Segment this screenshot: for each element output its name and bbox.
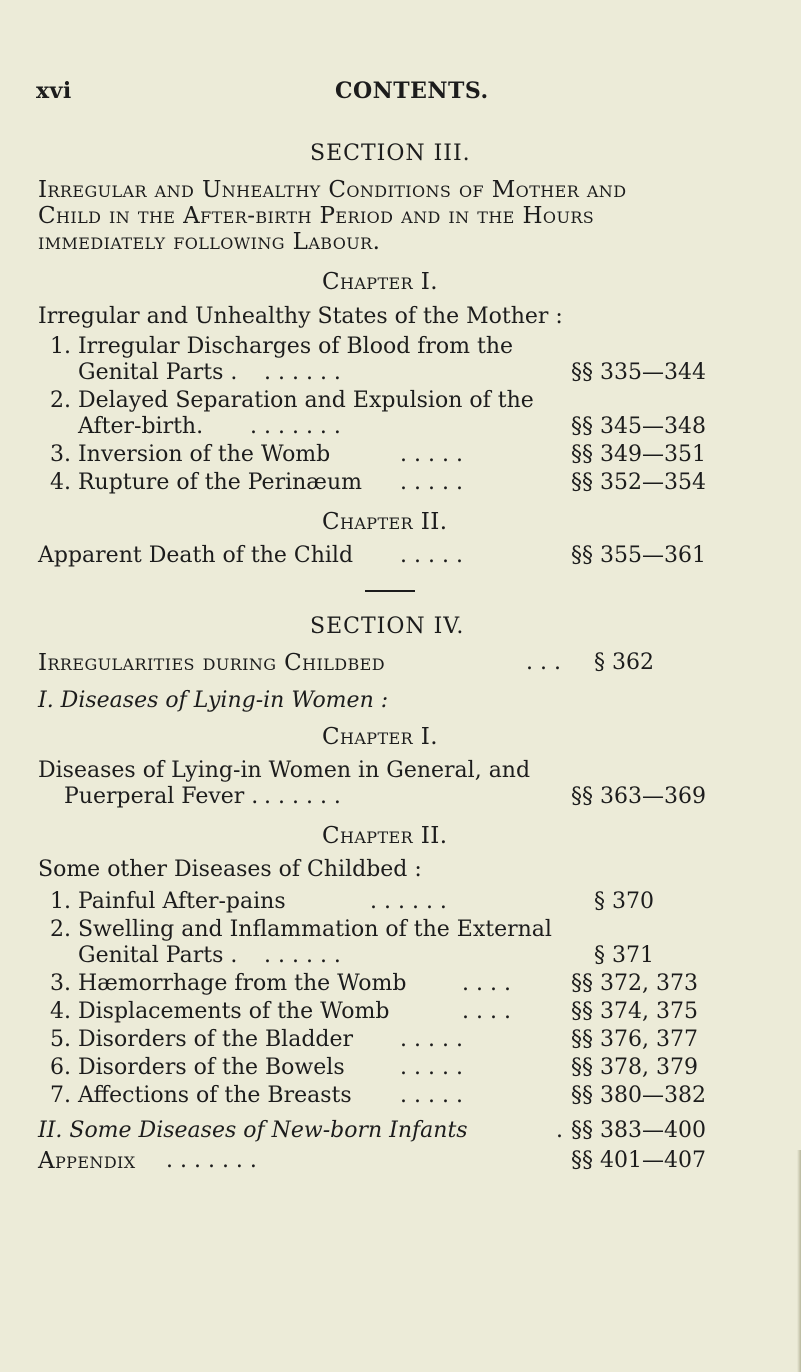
s3-entry-3-dots: . . . . .	[400, 442, 463, 467]
s3-ch2-entry-text: Apparent Death of the Child	[38, 543, 354, 568]
appendix-title: Appendix	[38, 1148, 136, 1174]
section-4-part-2-dots: .	[556, 1118, 563, 1143]
s4-entry-5-text: 5. Disorders of the Bladder	[50, 1027, 354, 1052]
section-4-title-ref: § 362	[594, 650, 654, 675]
s4-entry-3-ref: §§ 372, 373	[571, 971, 698, 996]
section-4-chapter-1-heading: Chapter I.	[322, 724, 438, 750]
s3-entry-4-dots: . . . . .	[400, 470, 463, 495]
s4-entry-2-dots: . . . . . .	[264, 943, 341, 968]
section-4-part-2-ref: §§ 383—400	[571, 1118, 706, 1143]
s4-entry-7-text: 7. Affections of the Breasts	[50, 1083, 352, 1108]
s4-entry-7-dots: . . . . .	[400, 1083, 463, 1108]
s4-entry-3-dots: . . . .	[462, 971, 511, 996]
s3-entry-3-ref: §§ 349—351	[571, 442, 706, 467]
s3-entry-1-dots: . . . . . .	[264, 360, 341, 385]
s4-ch1-dots: . . . . . .	[264, 784, 341, 809]
s4-ch1-line-1: Diseases of Lying-in Women in General, and	[38, 758, 531, 783]
s4-entry-2-line-1: 2. Swelling and Inflammation of the External	[50, 917, 552, 942]
page-number: xvi	[36, 78, 72, 104]
section-3-title-line-2: Child in the After-birth Period and in the Hours	[38, 203, 595, 229]
s4-entry-2-ref: § 371	[594, 943, 654, 968]
s3-entry-2-ref: §§ 345—348	[571, 414, 706, 439]
s4-entry-5-ref: §§ 376, 377	[571, 1027, 698, 1052]
s3-entry-3-text: 3. Inversion of the Womb	[50, 442, 331, 467]
section-divider	[365, 590, 415, 592]
section-3-title-line-1: Irregular and Unhealthy Conditions of Mother and	[38, 177, 627, 203]
section-3-chapter-2-heading: Chapter II.	[322, 509, 448, 535]
s3-entry-2-line-2: After-birth.	[78, 414, 204, 439]
appendix-dots: . . . . . . .	[166, 1148, 257, 1173]
s4-entry-4-ref: §§ 374, 375	[571, 999, 698, 1024]
section-4-chapter-2-heading: Chapter II.	[322, 823, 448, 849]
running-title: CONTENTS.	[335, 78, 489, 104]
section-4-title-dots: . . .	[526, 650, 561, 675]
s4-entry-6-ref: §§ 378, 379	[571, 1055, 698, 1080]
s3-entry-2-dots: . . . . . . .	[250, 414, 341, 439]
s4-ch1-line-2: Puerperal Fever .	[64, 784, 259, 809]
section-3-chapter-1-intro: Irregular and Unhealthy States of the Mother :	[38, 304, 563, 329]
s4-entry-6-text: 6. Disorders of the Bowels	[50, 1055, 345, 1080]
section-3-chapter-1-heading: Chapter I.	[322, 269, 438, 295]
s4-entry-1-dots: . . . . . .	[370, 889, 447, 914]
s3-entry-1-line-1: 1. Irregular Discharges of Blood from the	[50, 334, 514, 359]
s4-ch1-ref: §§ 363—369	[571, 784, 706, 809]
section-3-title-line-3: immediately following Labour.	[38, 229, 381, 255]
s4-entry-4-text: 4. Displacements of the Womb	[50, 999, 390, 1024]
section-4-part-1: I. Diseases of Lying-in Women :	[38, 688, 389, 713]
s3-entry-1-line-2: Genital Parts .	[78, 360, 238, 385]
s4-entry-7-ref: §§ 380—382	[571, 1083, 706, 1108]
appendix-ref: §§ 401—407	[571, 1148, 706, 1173]
s4-entry-1-ref: § 370	[594, 889, 654, 914]
section-4-part-2: II. Some Diseases of New-born Infants	[38, 1118, 468, 1143]
section-4-title: Irregularities during Childbed	[38, 650, 385, 676]
s3-entry-1-ref: §§ 335—344	[571, 360, 706, 385]
section-3-heading: SECTION III.	[310, 141, 471, 166]
s3-entry-2-line-1: 2. Delayed Separation and Expulsion of the	[50, 388, 534, 413]
s4-entry-3-text: 3. Hæmorrhage from the Womb	[50, 971, 407, 996]
s4-entry-5-dots: . . . . .	[400, 1027, 463, 1052]
s4-entry-4-dots: . . . .	[462, 999, 511, 1024]
page-edge-shadow	[797, 1150, 801, 1372]
s3-ch2-entry-dots: . . . . .	[400, 543, 463, 568]
s3-entry-4-ref: §§ 352—354	[571, 470, 706, 495]
section-4-chapter-2-intro: Some other Diseases of Childbed :	[38, 857, 422, 882]
s3-ch2-entry-ref: §§ 355—361	[571, 543, 706, 568]
s4-entry-2-line-2: Genital Parts .	[78, 943, 238, 968]
s3-entry-4-text: 4. Rupture of the Perinæum	[50, 470, 363, 495]
section-4-heading: SECTION IV.	[310, 614, 465, 639]
s4-entry-6-dots: . . . . .	[400, 1055, 463, 1080]
s4-entry-1-text: 1. Painful After-pains	[50, 889, 286, 914]
